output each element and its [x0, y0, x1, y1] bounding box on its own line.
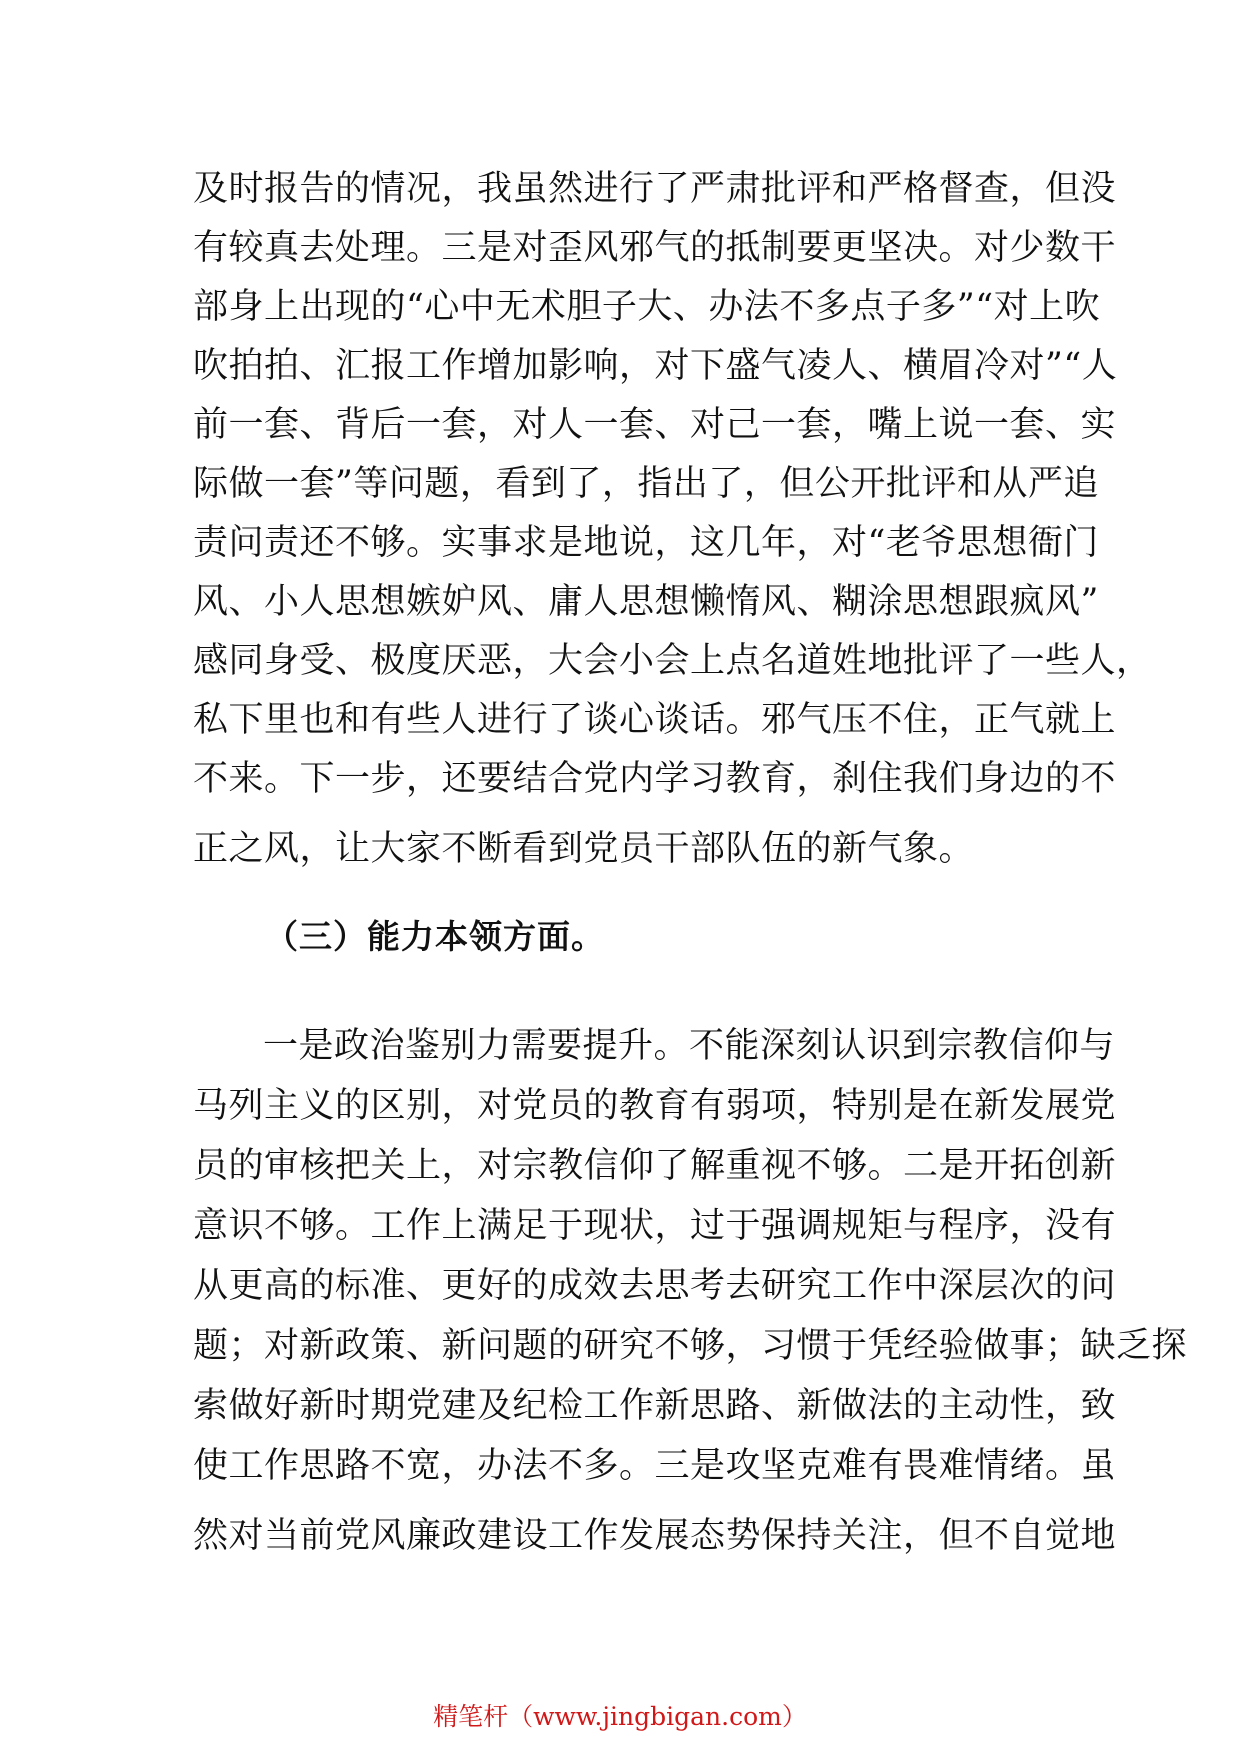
paragraph-line: 私下里也和有些人进行了谈心谈话。邪气压不住，正气就上 — [193, 700, 1117, 740]
paragraph-line: 吹拍拍、汇报工作增加影响，对下盛气凌人、横眉冷对”“人 — [193, 346, 1118, 386]
paragraph-line: 际做一套”等问题，看到了，指出了，但公开批评和从严追 — [193, 464, 1099, 504]
paragraph-line: 从更高的标准、更好的成效去思考去研究工作中深层次的问 — [193, 1266, 1117, 1306]
paragraph-line: 部身上出现的“心中无术胆子大、办法不多点子多”“对上吹 — [193, 287, 1101, 327]
paragraph-line: 使工作思路不宽，办法不多。三是攻坚克难有畏难情绪。虽 — [193, 1446, 1117, 1486]
paragraph-line: 正之风，让大家不断看到党员干部队伍的新气象。 — [193, 829, 975, 869]
footer-watermark: 精笔杆（www.jingbigan.com） — [433, 1702, 807, 1731]
paragraph-line: 题；对新政策、新问题的研究不够，习惯于凭经验做事；缺乏探 — [193, 1326, 1188, 1366]
section-heading: （三）能力本领方面。 — [265, 917, 605, 956]
paragraph-line: 一是政治鉴别力需要提升。不能深刻认识到宗教信仰与 — [263, 1026, 1116, 1066]
paragraph-line: 索做好新时期党建及纪检工作新思路、新做法的主动性，致 — [193, 1386, 1117, 1426]
paragraph-line: 马列主义的区别，对党员的教育有弱项，特别是在新发展党 — [193, 1086, 1117, 1126]
paragraph-1 — [193, 169, 1152, 888]
paragraph-line: 责问责还不够。实事求是地说，这几年，对“老爷思想衙门 — [193, 523, 1099, 563]
paragraph-line: 有较真去处理。三是对歪风邪气的抵制要更坚决。对少数干 — [193, 228, 1117, 268]
paragraph-line: 前一套、背后一套，对人一套、对己一套，嘴上说一套、实 — [193, 405, 1117, 445]
paragraph-line: 意识不够。工作上满足于现状，过于强调规矩与程序，没有 — [193, 1206, 1117, 1246]
paragraph-line: 及时报告的情况，我虽然进行了严肃批评和严格督查，但没 — [193, 169, 1117, 209]
paragraph-2 — [193, 1026, 1188, 1576]
paragraph-line: 感同身受、极度厌恶，大会小会上点名道姓地批评了一些人， — [193, 641, 1152, 681]
paragraph-line: 风、小人思想嫉妒风、庸人思想懒惰风、糊涂思想跟疯风” — [193, 582, 1099, 622]
paragraph-line: 然对当前党风廉政建设工作发展态势保持关注，但不自觉地 — [193, 1516, 1117, 1556]
paragraph-line: 不来。下一步，还要结合党内学习教育，刹住我们身边的不 — [193, 759, 1117, 799]
paragraph-line: 员的审核把关上，对宗教信仰了解重视不够。二是开拓创新 — [193, 1146, 1117, 1186]
